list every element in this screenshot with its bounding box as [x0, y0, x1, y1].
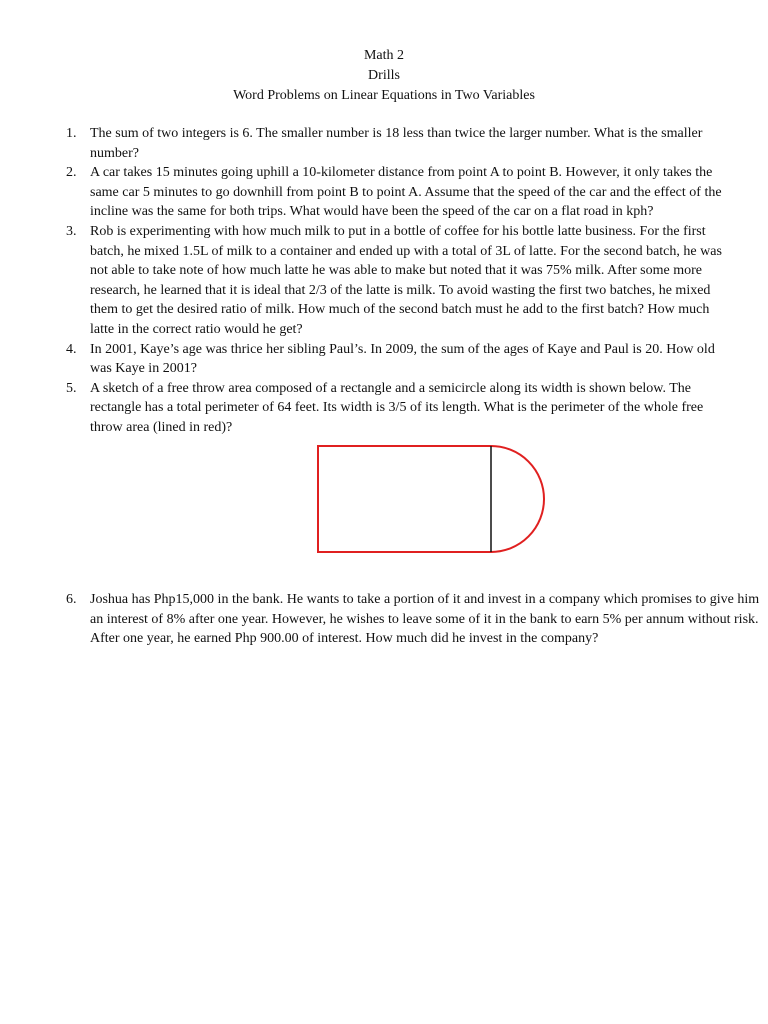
problem-text: Rob is experimenting with how much milk to put in a bottle of coffee for his bottle latte business. For the first batch, he mixed 1.5L of milk to a container and ended up with a total of 3L of latte. For the second batch, he was not able to take note of how much latte he was able to make but noted that it was 75% milk. After some more research, he learned that it is ideal that 2/3 of the latte is milk. To avoid wasting the first two batches, he mixed them to get the desired ratio of milk. How much of the second batch must he add to the first batch? How much latte in the correct ratio would he get? — [90, 223, 722, 337]
free-throw-outline — [318, 446, 544, 552]
problem-item-2 — [66, 163, 736, 222]
free-throw-figure-area — [90, 438, 736, 564]
worksheet-header — [0, 46, 768, 106]
problem-text: A car takes 15 minutes going uphill a 10-kilometer distance from point A to point B. However, it only takes the same car 5 minutes to go downhill from point B to point A. Assume that the speed of the car and the effect of the incline was the same for both trips. What would have been the speed of the car on a flat road in kph? — [90, 165, 722, 220]
worksheet-type: Drills — [368, 68, 400, 83]
problem-list — [66, 124, 736, 564]
problem-item-5 — [66, 379, 736, 564]
problem-item-6 — [66, 590, 760, 649]
problem-item-3 — [66, 222, 736, 340]
free-throw-area-figure — [315, 443, 555, 555]
problem-text: Joshua has Php15,000 in the bank. He wants to take a portion of it and invest in a company which promises to give him an interest of 8% after one year. However, he wishes to leave some of it in the bank to earn 5% per annum without risk. After one year, he earned Php 900.00 of interest. How much did he invest in the company? — [90, 592, 760, 647]
problem-text: The sum of two integers is 6. The smaller number is 18 less than twice the larger number. What is the smaller number? — [90, 126, 703, 161]
problem-number: 4. — [66, 341, 77, 357]
problem-number: 1. — [66, 126, 77, 141]
problem-number: 5. — [66, 380, 77, 396]
subject-title: Math 2 — [363, 48, 405, 63]
problem-number: 2. — [66, 165, 77, 181]
problem-text: In 2001, Kaye’s age was thrice her sibling Paul’s. In 2009, the sum of the ages of Kaye and Paul is 20. How old was Kaye in 2001? — [90, 341, 715, 377]
problem-number: 6. — [66, 592, 77, 607]
problem-item-1 — [66, 124, 736, 163]
problem-number: 3. — [66, 223, 77, 239]
problem-text: A sketch of a free throw area composed of a rectangle and a semicircle along its width is shown below. The rectangle has a total perimeter of 64 feet. Its width is 3/5 of its length. What is the perimeter of the whole free throw area (lined in red)? — [90, 380, 704, 435]
problem-item-4 — [66, 340, 736, 379]
worksheet-title: Word Problems on Linear Equations in Two Variables — [233, 88, 535, 103]
